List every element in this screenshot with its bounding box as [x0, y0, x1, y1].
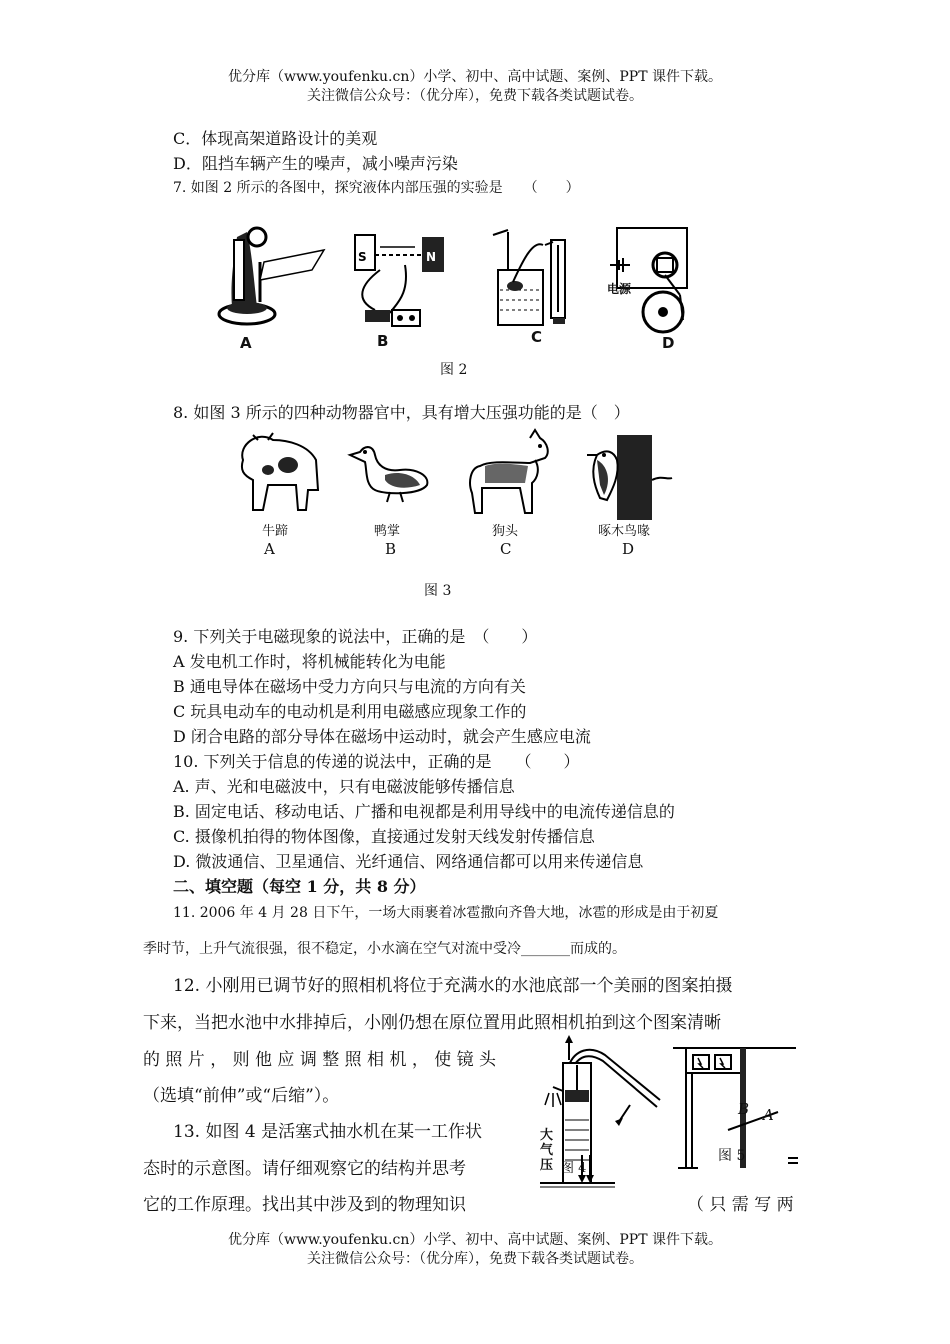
q7-stem: 7. 如图 2 所示的各图中，探究液体内部压强的实验是 （ ） — [173, 180, 580, 196]
q12-line-3: 的 照 片 ， 则 他 应 调 整 照 相 机 ， 使 镜 头 — [143, 1050, 497, 1070]
q9-option-a: A 发电机工作时，将机械能转化为电能 — [173, 652, 446, 671]
q12-line-2: 下来，当把水池中水排掉后，小刚仍想在原位置用此照相机拍到这个图案清晰 — [143, 1013, 721, 1033]
figure-3-label-d: D — [622, 540, 635, 558]
q10-option-b: B. 固定电话、移动电话、广播和电视都是利用导线中的电流传递信息的 — [173, 802, 675, 821]
figure-3-name-a: 牛蹄 — [262, 524, 289, 539]
figure-4-atmospheric-pressure-label: 大气压 — [540, 1128, 554, 1173]
figure-2-label-c: C — [531, 328, 543, 346]
figure-5-label-a: A — [763, 1106, 774, 1124]
figure-2-apparatus-c — [483, 220, 583, 330]
svg-text:S: S — [358, 250, 367, 264]
figure-5-label-b: B — [738, 1100, 750, 1118]
footer-line-2: 关注微信公众号：（优分库），免费下载各类试题试卷。 — [307, 1251, 643, 1267]
figure-3-name-d: 啄木鸟喙 — [598, 524, 651, 539]
figure-3-dog-head — [460, 428, 555, 518]
figure-2-label-a: A — [240, 334, 252, 352]
figure-2-apparatus-b — [350, 225, 450, 335]
q10-option-c: C. 摄像机拍得的物体图像，直接通过发射天线发射传播信息 — [173, 827, 595, 846]
figure-2-apparatus-d — [605, 220, 695, 335]
figure-2-apparatus-a — [212, 222, 332, 332]
figure-3-name-b: 鸭掌 — [374, 524, 401, 539]
figure-3-label-c: C — [500, 540, 512, 558]
figure-5-caption: 图 5 — [718, 1148, 746, 1164]
q9-option-b: B 通电导体在磁场中受力方向只与电流的方向有关 — [173, 677, 526, 696]
q13-line-1: 13. 如图 4 是活塞式抽水机在某一工作状 — [173, 1122, 483, 1142]
q8-stem: 8. 如图 3 所示的四种动物器官中，具有增大压强功能的是（ ） — [173, 403, 630, 422]
q6-option-c: C．体现高架道路设计的美观 — [173, 129, 378, 148]
figure-2-label-d: D — [662, 334, 675, 352]
figure-3-label-b: B — [385, 540, 397, 558]
footer-line-1: 优分库（www.youfenku.cn）小学、初中、高中试题、案例、PPT 课件下载。 — [227, 1232, 722, 1248]
figure-4-caption: 图 4 — [561, 1161, 587, 1176]
figure-3-woodpecker-beak — [582, 430, 677, 520]
q10-option-a: A. 声、光和电磁波中，只有电磁波能够传播信息 — [173, 777, 515, 796]
figure-4-piston-pump — [535, 1035, 665, 1190]
q13-line-2: 态时的示意图。请仔细观察它的结构并思考 — [143, 1159, 466, 1179]
q13-line-3-tail: （ 只 需 写 两 — [687, 1195, 794, 1215]
header-line-1: 优分库（www.youfenku.cn）小学、初中、高中试题、案例、PPT 课件下载。 — [227, 69, 722, 85]
figure-2-caption: 图 2 — [440, 362, 468, 378]
q6-option-d: D．阻挡车辆产生的噪声，减小噪声污染 — [173, 154, 458, 173]
q10-stem: 10. 下列关于信息的传递的说法中，正确的是 （ ） — [173, 752, 580, 771]
q12-line-4: （选填“前伸”或“后缩”）。 — [143, 1086, 340, 1106]
figure-3-duck-webbed-foot — [345, 440, 435, 505]
q9-option-c: C 玩具电动车的电动机是利用电磁感应现象工作的 — [173, 702, 527, 721]
figure-3-cow-hoof — [228, 425, 323, 520]
figure-2-power-label: 电源 — [607, 282, 632, 296]
q11-line-1: 11. 2006 年 4 月 28 日下午，一场大雨裹着冰雹撒向齐鲁大地，冰雹的形成是由于初夏 — [173, 905, 719, 921]
q12-line-1: 12. 小刚用已调节好的照相机将位于充满水的水池底部一个美丽的图案拍摄 — [173, 976, 733, 996]
q11-line-2: 季时节，上升气流很强，很不稳定，小水滴在空气对流中受冷_______而成的。 — [143, 941, 626, 957]
svg-text:N: N — [426, 250, 437, 264]
q9-stem: 9. 下列关于电磁现象的说法中，正确的是 （ ） — [173, 627, 538, 646]
figure-3-name-c: 狗头 — [492, 524, 519, 539]
figure-3-caption: 图 3 — [424, 583, 452, 599]
section-2-title: 二、填空题（每空 1 分，共 8 分） — [173, 877, 426, 896]
q13-line-3: 它的工作原理。找出其中涉及到的物理知识 — [143, 1195, 466, 1215]
q10-option-d: D. 微波通信、卫星通信、光纤通信、网络通信都可以用来传递信息 — [173, 852, 644, 871]
q9-option-d: D 闭合电路的部分导体在磁场中运动时，就会产生感应电流 — [173, 727, 591, 746]
figure-3-label-a: A — [264, 540, 275, 558]
figure-2-label-b: B — [377, 332, 389, 350]
header-line-2: 关注微信公众号：（优分库），免费下载各类试题试卷。 — [307, 88, 643, 104]
